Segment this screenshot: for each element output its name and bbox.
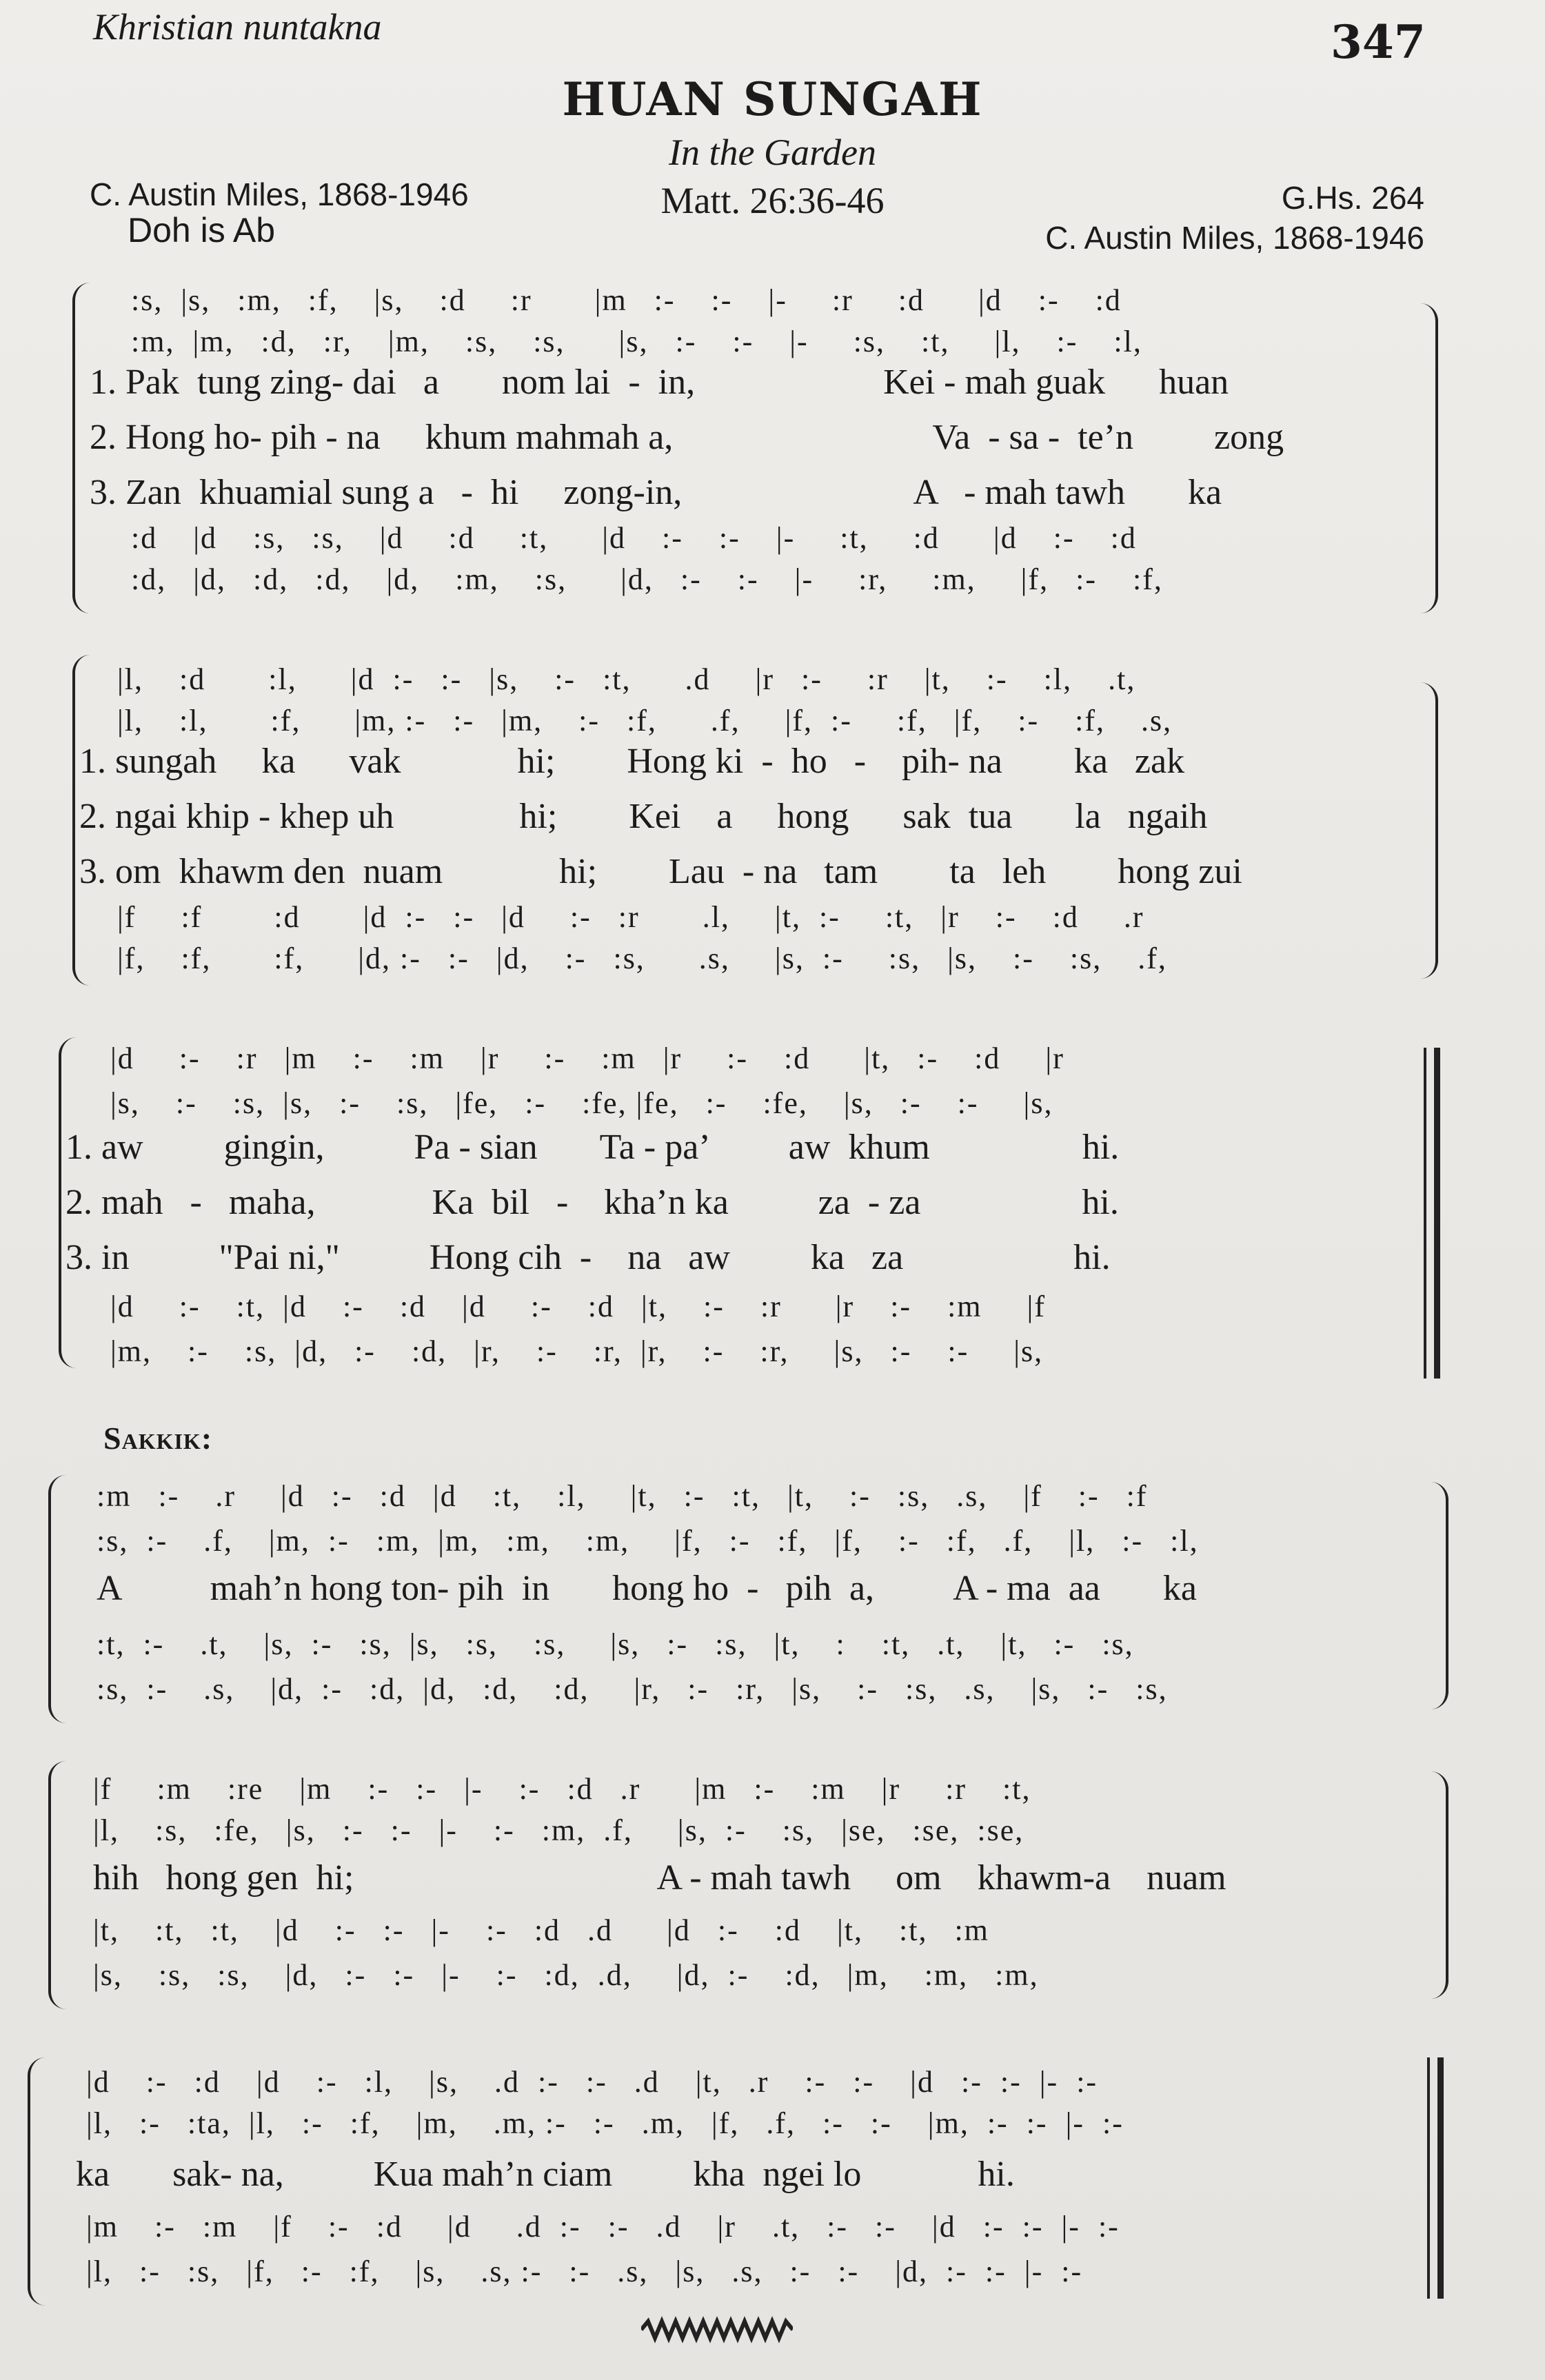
verse-3-line: 3. in "Pai ni," Hong cih - na aw ka za hi.: [65, 1238, 1111, 1277]
verse-3-line: 3. Zan khuamial sung a - hi zong-in, A - mah tawh ka: [90, 473, 1222, 512]
hymn-subtitle: In the Garden: [669, 132, 876, 173]
verse-3-line: 3. om khawm den nuam hi; Lau - na tam ta leh hong zui: [79, 852, 1242, 891]
key-signature: Doh is Ab: [128, 211, 276, 250]
left-brace: [72, 283, 90, 613]
alto-line: :m, |m, :d, :r, |m, :s, :s, |s, :- :- |- :s, :t, |l, :- :l,: [131, 325, 1142, 358]
bass-line: |f, :f, :f, |d, :- :- |d, :- :s, .s, |s, :- :s, |s, :- :s, .f,: [117, 942, 1167, 975]
tenor-line: |f :f :d |d :- :- |d :- :r .l, |t, :- :t, |r :- :d .r: [117, 900, 1144, 934]
refrain-lyric-line: hih hong gen hi; A - mah tawh om khawm-a nuam: [93, 1858, 1226, 1898]
verse-1-line: 1. Pak tung zing- dai a nom lai - in, Kei - mah guak huan: [90, 363, 1229, 402]
soprano-line: |d :- :d |d :- :l, |s, .d :- :- .d |t, .r :- :- |d :- :- |- :-: [86, 2065, 1098, 2099]
right-brace: [1420, 682, 1438, 979]
final-barline-thick: [1434, 1048, 1440, 1379]
words-author: C. Austin Miles, 1868-1946: [90, 176, 469, 212]
soprano-line: |d :- :r |m :- :m |r :- :m |r :- :d |t, :- :d |r: [110, 1041, 1064, 1075]
alto-line: |s, :- :s, |s, :- :s, |fe, :- :fe, |fe, :- :fe, |s, :- :- |s,: [110, 1086, 1053, 1120]
bass-line: |l, :- :s, |f, :- :f, |s, .s, :- :- .s, |s, .s, :- :- |d, :- :- |- :-: [86, 2255, 1083, 2288]
alto-line: :s, :- .f, |m, :- :m, |m, :m, :m, |f, :- :f, |f, :- :f, .f, |l, :- :l,: [97, 1524, 1199, 1558]
scripture-reference: Matt. 26:36-46: [660, 180, 885, 221]
verse-1-line: 1. sungah ka vak hi; Hong ki - ho - pih- na ka zak: [79, 742, 1185, 781]
soprano-line: :m :- .r |d :- :d |d :t, :l, |t, :- :t, |t, :- :s, .s, |f :- :f: [97, 1479, 1148, 1513]
final-barline-thin: [1427, 2057, 1430, 2299]
music-author: C. Austin Miles, 1868-1946: [1045, 220, 1424, 256]
refrain-label: Sakkik:: [103, 1421, 213, 1456]
bass-line: :s, :- .s, |d, :- :d, |d, :d, :d, |r, :- :r, |s, :- :s, .s, |s, :- :s,: [97, 1672, 1168, 1706]
right-brace: [1431, 1482, 1448, 1709]
left-brace: [48, 1761, 66, 2009]
soprano-line: |l, :d :l, |d :- :- |s, :- :t, .d |r :- :r |t, :- :l, .t,: [117, 662, 1136, 696]
verse-2-line: 2. ngai khip - khep uh hi; Kei a hong sak tua la ngaih: [79, 797, 1208, 836]
hymnal-source: G.Hs. 264: [1281, 180, 1424, 216]
final-barline-thin: [1424, 1048, 1426, 1379]
verse-1-line: 1. aw gingin, Pa - sian Ta - pa’ aw khum hi.: [65, 1128, 1120, 1167]
soprano-line: :s, |s, :m, :f, |s, :d :r |m :- :- |- :r :d |d :- :d: [131, 283, 1122, 317]
left-brace: [28, 2057, 46, 2306]
bass-line: |s, :s, :s, |d, :- :- |- :- :d, .d, |d, :- :d, |m, :m, :m,: [93, 1958, 1039, 1992]
soprano-line: |f :m :re |m :- :- |- :- :d .r |m :- :m |r :r :t,: [93, 1772, 1031, 1806]
tenor-line: |d :- :t, |d :- :d |d :- :d |t, :- :r |r :- :m |f: [110, 1290, 1046, 1323]
bass-line: |m, :- :s, |d, :- :d, |r, :- :r, |r, :- :r, |s, :- :- |s,: [110, 1334, 1044, 1368]
hymn-title: HUAN SUNGAH: [562, 72, 983, 126]
alto-line: |l, :s, :fe, |s, :- :- |- :- :m, .f, |s, :- :s, |se, :se, :se,: [93, 1813, 1024, 1847]
tenor-line: |m :- :m |f :- :d |d .d :- :- .d |r .t, :- :- |d :- :- |- :-: [86, 2210, 1120, 2244]
verse-2-line: 2. Hong ho- pih - na khum mahmah a, Va - sa - te’n zong: [90, 418, 1284, 457]
alto-line: |l, :l, :f, |m, :- :- |m, :- :f, .f, |f, :- :f, |f, :- :f, .s,: [117, 704, 1173, 738]
book-title: Khristian nuntakna: [93, 6, 382, 48]
right-brace: [1420, 303, 1438, 613]
refrain-lyric-line: A mah’n hong ton- pih in hong ho - pih a, A - ma aa ka: [97, 1569, 1197, 1608]
final-barline-thick: [1437, 2057, 1444, 2299]
tenor-line: :t, :- .t, |s, :- :s, |s, :s, :s, |s, :- :s, |t, : :t, .t, |t, :- :s,: [97, 1627, 1134, 1661]
verse-2-line: 2. mah - maha, Ka bil - kha’n ka za - za hi.: [65, 1183, 1119, 1222]
left-brace: [48, 1475, 66, 1723]
tenor-line: |t, :t, :t, |d :- :- |- :- :d .d |d :- :d |t, :t, :m: [93, 1913, 989, 1947]
page-number: 347: [1331, 15, 1426, 69]
refrain-lyric-line: ka sak- na, Kua mah’n ciam kha ngei lo hi.: [76, 2155, 1015, 2194]
alto-line: |l, :- :ta, |l, :- :f, |m, .m, :- :- .m, |f, .f, :- :- |m, :- :- |- :-: [86, 2106, 1124, 2140]
right-brace: [1431, 1771, 1448, 1999]
tenor-line: :d |d :s, :s, |d :d :t, |d :- :- |- :t, :d |d :- :d: [131, 521, 1137, 555]
end-ornament-icon: [641, 2316, 793, 2343]
bass-line: :d, |d, :d, :d, |d, :m, :s, |d, :- :- |- :r, :m, |f, :- :f,: [131, 562, 1163, 596]
